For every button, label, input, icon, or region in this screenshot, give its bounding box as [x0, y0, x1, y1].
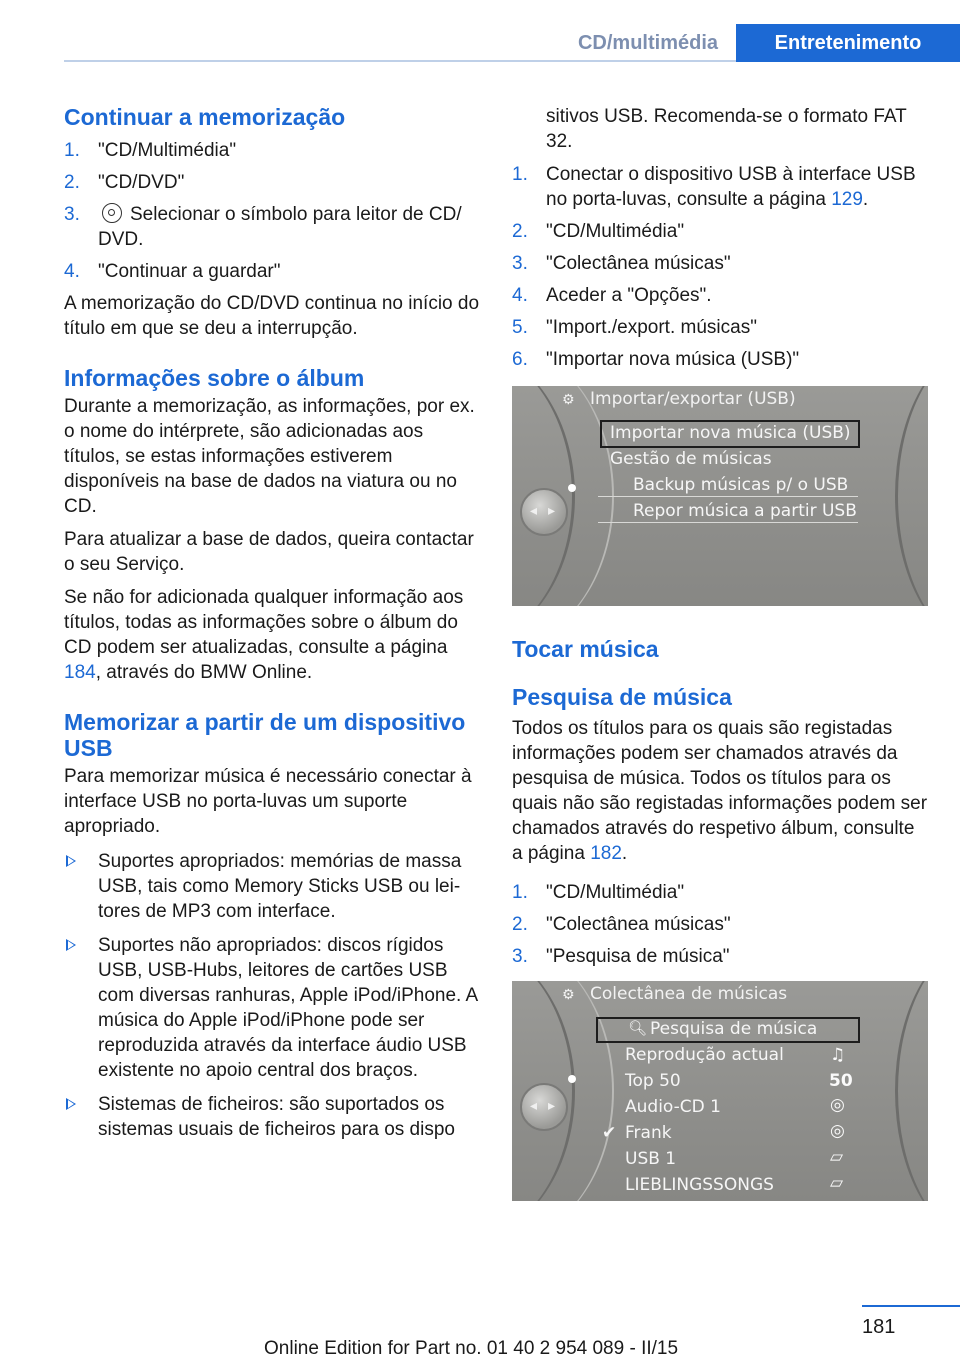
usb-folder-icon: ▱ — [830, 1147, 844, 1167]
step-text: Aceder a "Opções". — [546, 285, 712, 306]
controller-knob-icon: ◂ ▸ — [520, 1083, 568, 1131]
paragraph — [64, 585, 482, 685]
text: Se não for adicionada qualquer informação aos títulos, todas as informações sobre o álbum do CD podem ser atualizadas, consulte a página — [64, 587, 464, 658]
left-column — [64, 100, 482, 1151]
edition-line: Online Edition for Part no. 01 40 2 954 089 - II/15 — [264, 1338, 679, 1359]
steps-usb — [512, 162, 930, 372]
step-number: 2. — [512, 914, 528, 935]
list-item — [512, 912, 930, 937]
step-number: 3. — [512, 253, 528, 274]
menu-item[interactable]: LIEBLINGSSONGS — [625, 1175, 774, 1195]
page-link[interactable]: 184 — [64, 662, 96, 683]
menu-item[interactable]: Top 50 — [625, 1071, 681, 1091]
step-text: Selecionar o símbolo para leitor de CD/ DVD. — [98, 204, 462, 250]
paragraph: Durante a memorização, as informações, por ex. o nome do intérprete, são adicionadas aos títulos, se estas informações estiverem disponíveis na base de dados na viatura ou no CD. — [64, 396, 475, 517]
section-title-album: Informações sobre o álbum — [64, 365, 365, 391]
cd-icon: ◎ — [830, 1121, 845, 1141]
screen-arc — [895, 386, 928, 606]
text: Todos os títulos para os quais são registadas informações podem ser chamados através da pesquisa de música. Todos os títulos para os quais não são registadas informações podem ser chamados através do respetivo álbum, consulte a página — [512, 718, 928, 864]
step-number: 1. — [512, 164, 528, 185]
list-item — [64, 202, 482, 252]
list-item — [512, 880, 930, 905]
screen-title: Colectânea de músicas — [590, 984, 788, 1004]
menu-item[interactable]: Audio-CD 1 — [625, 1097, 721, 1117]
list-item — [512, 315, 930, 340]
list-item — [64, 849, 482, 924]
search-icon: 🔍︎ — [628, 1019, 648, 1037]
step-text: "CD/Multimédia" — [546, 882, 685, 903]
cd-icon: ◎ — [830, 1095, 845, 1115]
list-item — [512, 251, 930, 276]
page-number: 181 — [862, 1316, 896, 1338]
cd-disc-icon — [102, 203, 122, 223]
step-number: 2. — [64, 172, 80, 193]
text: . — [621, 843, 628, 864]
step-number: 4. — [64, 261, 80, 282]
section-title-continuar: Continuar a memorização — [64, 104, 346, 130]
bullet-list — [64, 849, 482, 1142]
pointer-dot — [568, 1075, 576, 1083]
menu-item[interactable]: Gestão de músicas — [610, 449, 772, 469]
list-item — [64, 933, 482, 1083]
paragraph: Para memorizar música é necessário conectar à interface USB no porta-luvas um suporte apropriado. — [64, 766, 472, 837]
step-text: Conectar o dispositivo USB à interface USB no porta-luvas, consulte a página — [546, 164, 916, 210]
paragraph-continued: sitivos USB. Recomenda-se o formato FAT 32. — [546, 106, 907, 152]
right-column — [512, 104, 930, 1201]
menu-item[interactable]: Pesquisa de música — [650, 1019, 818, 1039]
screen-arc — [895, 981, 928, 1201]
list-item — [64, 170, 482, 195]
screenshot-import-export — [512, 386, 928, 606]
list-item — [512, 347, 930, 372]
step-text: "Continuar a guardar" — [98, 261, 281, 282]
steps-continuar — [64, 138, 482, 284]
top50-badge: 50 — [829, 1071, 853, 1091]
paragraph — [512, 716, 930, 866]
page-link[interactable]: 129 — [831, 189, 863, 210]
step-number: 4. — [512, 285, 528, 306]
bullet-text: Suportes não apropriados: discos rígidos USB, USB-Hubs, leitores de cartões USB com diversas ranhuras, Apple iPod/iPhone. A música do Apple iPod/iPhone pode ser reproduzida através da interface áudio USB existente no apoio central dos braços. — [98, 935, 478, 1081]
list-item — [512, 162, 930, 212]
divider — [598, 522, 858, 523]
usb-gear-icon: ⚙ — [562, 392, 575, 408]
tab-entretenimento[interactable]: Entretenimento — [736, 24, 960, 62]
section-title-pesquisa: Pesquisa de música — [512, 684, 732, 710]
list-item — [64, 259, 482, 284]
step-text: "Importar nova música (USB)" — [546, 349, 800, 370]
step-text: "CD/Multimédia" — [546, 221, 685, 242]
divider — [598, 496, 858, 497]
text: , através do BMW Online. — [95, 662, 313, 683]
step-text: "CD/Multimédia" — [98, 140, 237, 161]
bullet-text: Sistemas de ficheiros: são suportados os sistemas usuais de ficheiros para os dispo — [98, 1094, 455, 1140]
controller-knob-icon: ◂ ▸ — [520, 488, 568, 536]
music-gear-icon: ⚙ — [562, 987, 575, 1003]
step-text: . — [862, 189, 869, 210]
check-icon: ✔ — [602, 1123, 617, 1143]
step-text: "Import./export. músicas" — [546, 317, 757, 338]
list-item — [512, 944, 930, 969]
section-title-tocar: Tocar música — [512, 636, 659, 662]
menu-item[interactable]: Importar nova música (USB) — [610, 423, 851, 443]
step-number: 3. — [64, 204, 80, 225]
menu-item[interactable]: Frank — [625, 1123, 672, 1143]
step-text: "Colectânea músicas" — [546, 253, 731, 274]
triangle-bullet-icon — [66, 1098, 76, 1110]
page-number-rule — [862, 1305, 960, 1307]
step-text: "Pesquisa de música" — [546, 946, 730, 967]
tab-cd-multimedia[interactable]: CD/multimédia — [577, 32, 719, 54]
list-item — [64, 138, 482, 163]
list-item — [512, 219, 930, 244]
triangle-bullet-icon — [66, 939, 76, 951]
step-number: 6. — [512, 349, 528, 370]
step-number: 1. — [512, 882, 528, 903]
step-text: "CD/DVD" — [98, 172, 185, 193]
paragraph: Para atualizar a base de dados, queira contactar o seu Serviço. — [64, 529, 474, 575]
menu-item[interactable]: Backup músicas p/ o USB — [633, 475, 849, 495]
screen-title: Importar/exportar (USB) — [590, 389, 796, 409]
menu-item[interactable]: USB 1 — [625, 1149, 677, 1169]
triangle-bullet-icon — [66, 855, 76, 867]
screenshot-music-collection — [512, 981, 928, 1201]
now-playing-icon: ♫ — [830, 1045, 846, 1065]
bullet-text: Suportes apropriados: memórias de massa USB, tais como Memory Sticks USB ou leitores de MP3 com interface. — [98, 851, 462, 922]
step-number: 2. — [512, 221, 528, 242]
pointer-dot — [568, 484, 576, 492]
step-text: "Colectânea músicas" — [546, 914, 731, 935]
list-item — [64, 1092, 482, 1142]
section-title-usb: Memorizar a partir de um dispositivo USB — [64, 709, 466, 761]
page-link[interactable]: 182 — [590, 843, 622, 864]
step-number: 1. — [64, 140, 80, 161]
paragraph: A memorização do CD/DVD continua no início do título em que se deu a interrupção. — [64, 293, 480, 339]
steps-pesquisa — [512, 880, 930, 969]
playlist-folder-icon: ▱ — [830, 1173, 844, 1193]
list-item — [512, 283, 930, 308]
step-number: 5. — [512, 317, 528, 338]
menu-item[interactable]: Reprodução actual — [625, 1045, 784, 1065]
menu-item[interactable]: Repor música a partir USB — [633, 501, 857, 521]
step-number: 3. — [512, 946, 528, 967]
